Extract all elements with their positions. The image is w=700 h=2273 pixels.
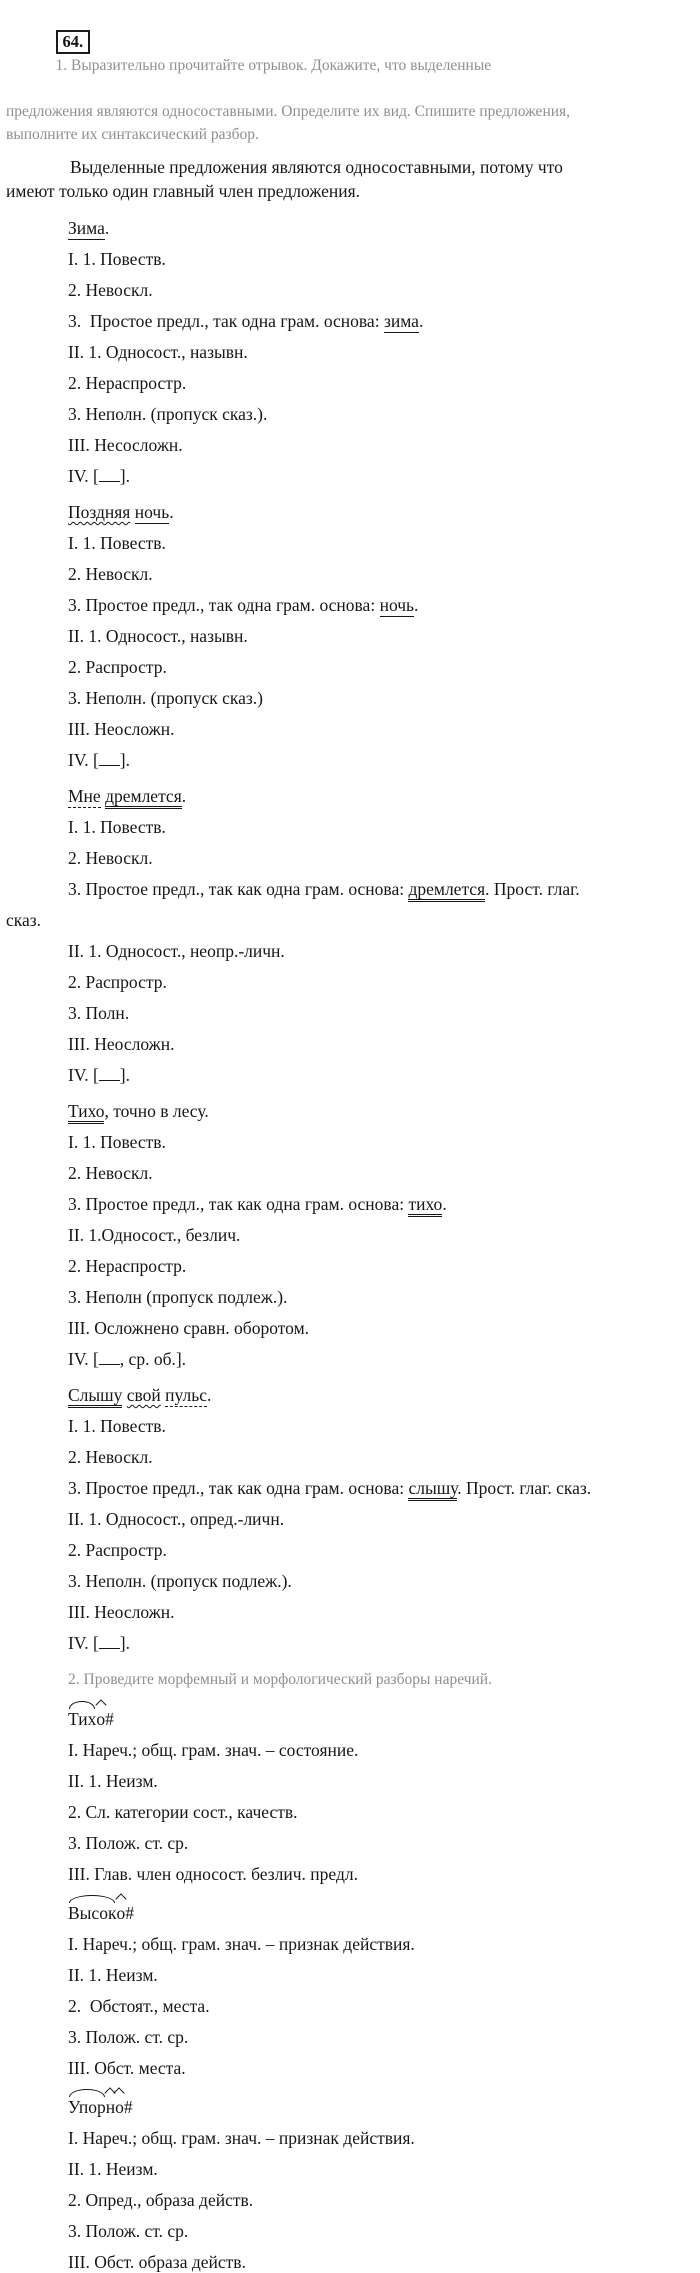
- analysis-line: III. Глав. член односост. безлич. предл.: [68, 1864, 358, 1884]
- text-run: III. Неосложн.: [68, 1602, 175, 1622]
- blank-slot: [99, 1067, 120, 1081]
- analysis-line: 3. Полож. ст. ср.: [68, 2221, 189, 2241]
- analysis-line: [6, 404, 692, 425]
- analysis-line: [6, 1163, 692, 1184]
- morph-root: Упор: [68, 2097, 106, 2117]
- task-text: 1. Выразительно прочитайте отрывок. Докажите, что выделенные: [55, 57, 492, 74]
- analysis-line: [6, 657, 692, 678]
- blank-slot: [99, 1351, 120, 1365]
- analysis-line: [6, 466, 692, 487]
- analysis-line: [6, 750, 692, 771]
- analysis-line: [6, 910, 692, 931]
- underlined-word: Тихо: [68, 1101, 104, 1124]
- sentence-analyses: [6, 218, 692, 1654]
- morph-word: [6, 2097, 692, 2118]
- analysis-line: [6, 1447, 692, 1468]
- text-run: III. Неосложн.: [68, 719, 175, 739]
- text-run: .: [207, 1385, 212, 1405]
- text-run: III. Неосложн.: [68, 1034, 175, 1054]
- text-run: ].: [119, 750, 130, 770]
- analysis-line: [6, 848, 692, 869]
- analysis-line: III. Обст. места.: [68, 2058, 186, 2078]
- morphological-analyses: [6, 1709, 692, 2273]
- text-run: 2. Невоскл.: [68, 280, 153, 300]
- analysis-line: [6, 972, 692, 993]
- task2-heading-line: 2. Проведите морфемный и морфологический разборы наречий.: [68, 1671, 492, 1688]
- text-run: 3. Простое предл., так как одна грам. основа:: [68, 879, 409, 899]
- analysis-line: [6, 1256, 692, 1277]
- text-run: 2. Распростр.: [68, 972, 167, 992]
- analysis-line: 3. Полож. ст. ср.: [68, 2027, 189, 2047]
- text-run: II. 1.Односост., безлич.: [68, 1225, 241, 1245]
- analysis-line: I. Нареч.; общ. грам. знач. – признак действия.: [68, 1934, 415, 1954]
- text-run: #: [105, 1709, 114, 1729]
- underlined-word: Мне: [68, 786, 101, 806]
- morph-suffix: о: [116, 1903, 126, 1923]
- blank-slot: [99, 752, 120, 766]
- morph-suffix: н: [105, 2097, 116, 2117]
- text-run: 2. Невоскл.: [68, 564, 153, 584]
- morph-root: Тих: [68, 1709, 97, 1729]
- analysis-line: [6, 817, 692, 838]
- text-run: I. 1. Повеств.: [68, 1416, 166, 1436]
- analysis-line: [6, 1571, 692, 1592]
- sentence-title: [6, 1385, 692, 1406]
- analysis-line: [6, 626, 692, 647]
- underlined-word: Слышу: [68, 1385, 122, 1408]
- sentence-title: [6, 218, 692, 239]
- text-run: ].: [119, 1065, 130, 1085]
- underlined-word: свой: [126, 1385, 161, 1405]
- morph-suffix: о: [96, 1709, 106, 1729]
- morph-word: [6, 1709, 692, 1730]
- analysis-line: [6, 1034, 692, 1055]
- text-run: 3. Неполн. (пропуск подлеж.).: [68, 1571, 292, 1591]
- text-run: II. 1. Односост., неопр.-личн.: [68, 941, 285, 961]
- sentence-title: [6, 502, 692, 523]
- analysis-line: [6, 435, 692, 456]
- text-run: IV. [: [68, 1065, 99, 1085]
- blank-slot: [99, 468, 120, 482]
- analysis-line: III. Обст. образа действ.: [68, 2252, 246, 2272]
- text-run: IV. [: [68, 1633, 99, 1653]
- text-run: IV. [: [68, 466, 99, 486]
- text-run: IV. [: [68, 1349, 99, 1369]
- analysis-line: [6, 1349, 692, 1370]
- text-run: I. 1. Повеств.: [68, 1132, 166, 1152]
- analysis-line: II. 1. Неизм.: [68, 2159, 158, 2179]
- text-run: #: [123, 2097, 133, 2117]
- text-run: .: [169, 502, 174, 522]
- task-heading-line: [6, 6, 692, 100]
- analysis-line: I. Нареч.; общ. грам. знач. – состояние.: [68, 1740, 359, 1760]
- text-run: 3. Неполн (пропуск подлеж.).: [68, 1287, 288, 1307]
- analysis-line: [6, 1478, 692, 1499]
- text-run: .: [418, 311, 424, 331]
- analysis-line: [6, 719, 692, 740]
- analysis-line: [6, 688, 692, 709]
- text-run: , точно в лесу.: [104, 1101, 209, 1121]
- text-run: ].: [119, 1633, 130, 1653]
- sentence-title: [6, 1101, 692, 1122]
- analysis-line: II. 1. Неизм.: [68, 1965, 158, 1985]
- answer-intro-line: Выделенные предложения являются односоставными, потому что: [70, 157, 563, 177]
- analysis-line: [6, 1633, 692, 1654]
- underlined-word: Зима: [68, 218, 105, 238]
- analysis-line: [6, 595, 692, 616]
- text-run: II. 1. Односост., назывн.: [68, 342, 248, 362]
- analysis-line: [6, 879, 692, 900]
- analysis-line: [6, 1065, 692, 1086]
- text-run: IV. [: [68, 750, 99, 770]
- underlined-word: тихо: [408, 1194, 442, 1217]
- analysis-line: [6, 1509, 692, 1530]
- text-run: .: [181, 786, 187, 806]
- analysis-line: [6, 373, 692, 394]
- text-run: 3. Простое предл., так как одна грам. основа:: [68, 1194, 409, 1214]
- analysis-line: [6, 1540, 692, 1561]
- text-run: #: [125, 1903, 134, 1923]
- text-run: 2. Невоскл.: [68, 848, 153, 868]
- analysis-line: [6, 1194, 692, 1215]
- text-run: .: [104, 218, 110, 238]
- text-run: II. 1. Односост., назывн.: [68, 626, 248, 646]
- task-text: выполните их синтаксический разбор.: [6, 126, 259, 143]
- text-run: . Прост. глаг. сказ.: [457, 1478, 592, 1498]
- analysis-line: [6, 1416, 692, 1437]
- underlined-word: пульс: [165, 1385, 207, 1405]
- text-run: 2. Распростр.: [68, 1540, 167, 1560]
- text-run: 3. Простое предл., так одна грам. основа:: [68, 595, 380, 615]
- text-run: 2. Нераспростр.: [68, 373, 187, 393]
- morph-root: Высок: [68, 1903, 117, 1923]
- analysis-line: [6, 1003, 692, 1024]
- text-run: 3. Неполн. (пропуск сказ.).: [68, 404, 268, 424]
- text-run: II. 1. Односост., опред.-личн.: [68, 1509, 285, 1529]
- morph-suffix: о: [115, 2097, 124, 2117]
- text-run: . Прост. глаг.: [485, 879, 580, 899]
- text-run: 3. Простое предл., так одна грам. основа:: [68, 311, 384, 331]
- analysis-line: 2. Сл. категории сост., качеств.: [68, 1802, 298, 1822]
- text-run: 2. Распростр.: [68, 657, 167, 677]
- analysis-line: 2. Опред., образа действ.: [68, 2190, 254, 2210]
- task-text: предложения являются односоставными. Определите их вид. Спишите предложения,: [6, 103, 571, 120]
- analysis-line: [6, 249, 692, 270]
- text-run: ].: [119, 466, 130, 486]
- analysis-line: [6, 533, 692, 554]
- underlined-word: слышу: [408, 1478, 457, 1501]
- text-run: I. 1. Повеств.: [68, 533, 166, 553]
- analysis-line: [6, 1287, 692, 1308]
- text-run: III. Осложнено сравн. оборотом.: [68, 1318, 310, 1338]
- text-run: 2. Невоскл.: [68, 1163, 153, 1183]
- analysis-line: [6, 311, 692, 332]
- analysis-line: 2. Обстоят., места.: [68, 1996, 210, 2016]
- text-run: .: [442, 1194, 447, 1214]
- analysis-line: [6, 1318, 692, 1339]
- analysis-line: [6, 564, 692, 585]
- morph-word: [6, 1903, 692, 1924]
- analysis-line: [6, 941, 692, 962]
- text-run: 3. Простое предл., так как одна грам. основа:: [68, 1478, 409, 1498]
- text-run: 3. Неполн. (пропуск сказ.): [68, 688, 263, 708]
- analysis-line: II. 1. Неизм.: [68, 1771, 158, 1791]
- sentence-title: [6, 786, 692, 807]
- analysis-line: [6, 1132, 692, 1153]
- text-run: 2. Невоскл.: [68, 1447, 153, 1467]
- analysis-line: [6, 280, 692, 301]
- underlined-word: ночь: [134, 502, 170, 522]
- underlined-word: дремлется: [105, 786, 182, 809]
- analysis-line: [6, 1602, 692, 1623]
- analysis-line: [6, 342, 692, 363]
- underlined-word: Поздняя: [68, 502, 131, 522]
- analysis-line: 3. Полож. ст. ср.: [68, 1833, 189, 1853]
- underlined-word: дремлется: [408, 879, 485, 902]
- text-run: I. 1. Повеств.: [68, 249, 166, 269]
- text-run: сказ.: [6, 910, 42, 930]
- underlined-word: зима: [383, 311, 419, 331]
- text-run: 2. Нераспростр.: [68, 1256, 187, 1276]
- answer-intro-line: имеют только один главный член предложения.: [6, 181, 361, 201]
- analysis-line: [6, 1225, 692, 1246]
- analysis-line: I. Нареч.; общ. грам. знач. – признак действия.: [68, 2128, 415, 2148]
- text-run: III. Несосложн.: [68, 435, 183, 455]
- exercise-number-badge: 64.: [56, 30, 91, 54]
- text-run: I. 1. Повеств.: [68, 817, 166, 837]
- text-run: .: [414, 595, 419, 615]
- blank-slot: [99, 1635, 120, 1649]
- text-run: , ср. об.].: [119, 1349, 187, 1369]
- text-run: 3. Полн.: [68, 1003, 130, 1023]
- underlined-word: ночь: [379, 595, 415, 615]
